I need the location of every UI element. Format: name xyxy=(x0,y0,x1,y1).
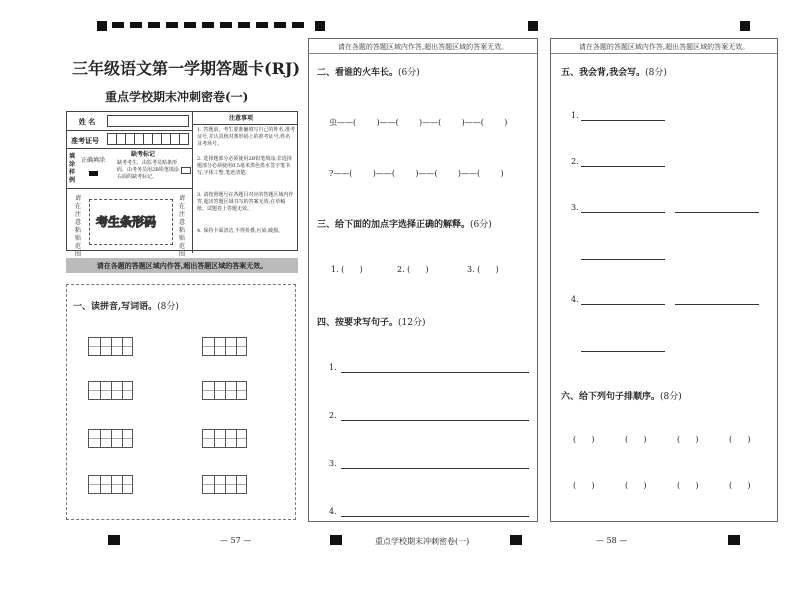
middle-panel xyxy=(308,38,538,522)
q4-title: 四、按要求写句子。(12分) xyxy=(317,318,426,328)
pinyin-grid-6[interactable] xyxy=(202,429,247,448)
notes-title: 注意事项 xyxy=(229,115,254,122)
pinyin-grid-5[interactable] xyxy=(88,429,133,448)
pinyin-grid-8[interactable] xyxy=(202,475,247,494)
paste-label-left: 请在注意粘贴范围 xyxy=(75,195,82,258)
q4-num-3: 3. xyxy=(329,459,337,468)
correct-fill-mark xyxy=(89,171,98,176)
middle-notice: 请在各题的答题区域内作答,超出答题区域的答案无效。 xyxy=(337,43,509,51)
barcode-label: 考生条形码 xyxy=(96,215,157,229)
q6-paren-4[interactable]: ( ) xyxy=(729,435,751,444)
pinyin-grid-3[interactable] xyxy=(88,381,133,400)
q3-item-3[interactable]: 3. ( ) xyxy=(467,265,499,274)
q1-title: 一、读拼音,写词语。(8分) xyxy=(73,302,179,312)
absent-title: 缺考标记 xyxy=(131,151,156,158)
q6-paren-6[interactable]: ( ) xyxy=(625,481,647,490)
q6-paren-1[interactable]: ( ) xyxy=(573,435,595,444)
id-field[interactable] xyxy=(107,133,189,145)
left-notice-bar xyxy=(66,258,298,273)
q6-title: 六、给下列句子排顺序。(8分) xyxy=(561,392,682,402)
q5-num-2: 2. xyxy=(571,157,579,166)
right-notice: 请在各题的答题区域内作答,超出答题区域的答案无效。 xyxy=(578,43,750,51)
q5-line-3a[interactable] xyxy=(581,212,665,213)
q3-item-1[interactable]: 1. ( ) xyxy=(331,265,363,274)
q4-num-2: 2. xyxy=(329,411,337,420)
q4-num-1: 1. xyxy=(329,363,337,372)
id-label: 准考证号 xyxy=(71,136,99,145)
q5-line-4a[interactable] xyxy=(581,304,665,305)
pinyin-grid-4[interactable] xyxy=(202,381,247,400)
q5-num-3: 3. xyxy=(571,203,579,212)
absent-text: 缺考考生，由监考员贴条形码，由考务员用2B铅笔填涂右面的缺考标记。 xyxy=(117,160,179,180)
paste-label-right: 请在注意粘贴范围 xyxy=(179,195,186,258)
name-field[interactable] xyxy=(107,115,189,127)
pinyin-grid-7[interactable] xyxy=(88,475,133,494)
q4-line-3[interactable] xyxy=(341,468,529,469)
right-panel xyxy=(550,38,778,522)
subtitle: 重点学校期末冲刺密卷(一) xyxy=(105,90,249,104)
q5-num-1: 1. xyxy=(571,111,579,120)
q2-row-2[interactable]: ?——( )——( )——( )——( ) xyxy=(329,169,504,178)
barcode-area xyxy=(89,199,173,245)
note-2: 2. 选择题部分必须使用2B铅笔填涂;非选择题部分必须使用0.5毫米黑色墨水签字笔书写,字体工整,笔迹清楚。 xyxy=(197,156,292,176)
name-label: 姓 名 xyxy=(78,117,96,126)
page-number-left: — 57 — xyxy=(220,536,252,545)
q5-line-3c[interactable] xyxy=(581,259,665,260)
left-notice-text: 请在各题的答题区域内作答,超出答题区域的答案无效。 xyxy=(96,261,268,270)
sample-label: 填涂样例 xyxy=(69,153,76,184)
q6-paren-5[interactable]: ( ) xyxy=(573,481,595,490)
q6-paren-8[interactable]: ( ) xyxy=(729,481,751,490)
q5-num-4: 4. xyxy=(571,295,579,304)
note-4: 4. 保持卡面清洁,不得折叠,污染,破损。 xyxy=(197,228,284,234)
q4-line-4[interactable] xyxy=(341,516,529,517)
main-title: 三年级语文第一学期答题卡(RJ) xyxy=(72,59,301,78)
q2-row-1[interactable]: 虫——( )——( )——( )——( ) xyxy=(329,118,508,127)
q5-title: 五、我会背,我会写。(8分) xyxy=(561,68,667,78)
info-form xyxy=(66,111,298,258)
q3-item-2[interactable]: 2. ( ) xyxy=(397,265,429,274)
note-3: 3. 请按照题号在各题目对应的答题区域内作答,超出答题区域书写的答案无效;在草稿纸、试题卷上答题无效。 xyxy=(197,192,294,212)
page-number-right: — 58 — xyxy=(596,536,628,545)
q1-area xyxy=(66,284,296,520)
pinyin-grid-1[interactable] xyxy=(88,337,133,356)
q5-line-3b[interactable] xyxy=(675,212,759,213)
q5-line-4c[interactable] xyxy=(581,351,665,352)
q3-title: 三、给下面的加点字选择正确的解释。(6分) xyxy=(317,220,492,230)
footer-center-title: 重点学校期末冲刺密卷(一) xyxy=(375,537,470,546)
q4-line-2[interactable] xyxy=(341,420,529,421)
q5-line-1[interactable] xyxy=(581,120,665,121)
q4-line-1[interactable] xyxy=(341,372,529,373)
q5-line-4b[interactable] xyxy=(675,304,759,305)
correct-label: 正确填涂 xyxy=(81,157,106,164)
note-1: 1. 答题前，考生要准确填写自己的姓名,准考证号,并认真核对条形码上的准考证号,姓名及考场号。 xyxy=(197,127,295,147)
q5-line-2[interactable] xyxy=(581,166,665,167)
q6-paren-3[interactable]: ( ) xyxy=(677,435,699,444)
pinyin-grid-2[interactable] xyxy=(202,337,247,356)
absent-mark-box[interactable] xyxy=(181,167,191,174)
q2-title: 二、看谁的火车长。(6分) xyxy=(317,68,420,78)
q6-paren-7[interactable]: ( ) xyxy=(677,481,699,490)
q6-paren-2[interactable]: ( ) xyxy=(625,435,647,444)
q4-num-4: 4. xyxy=(329,507,337,516)
